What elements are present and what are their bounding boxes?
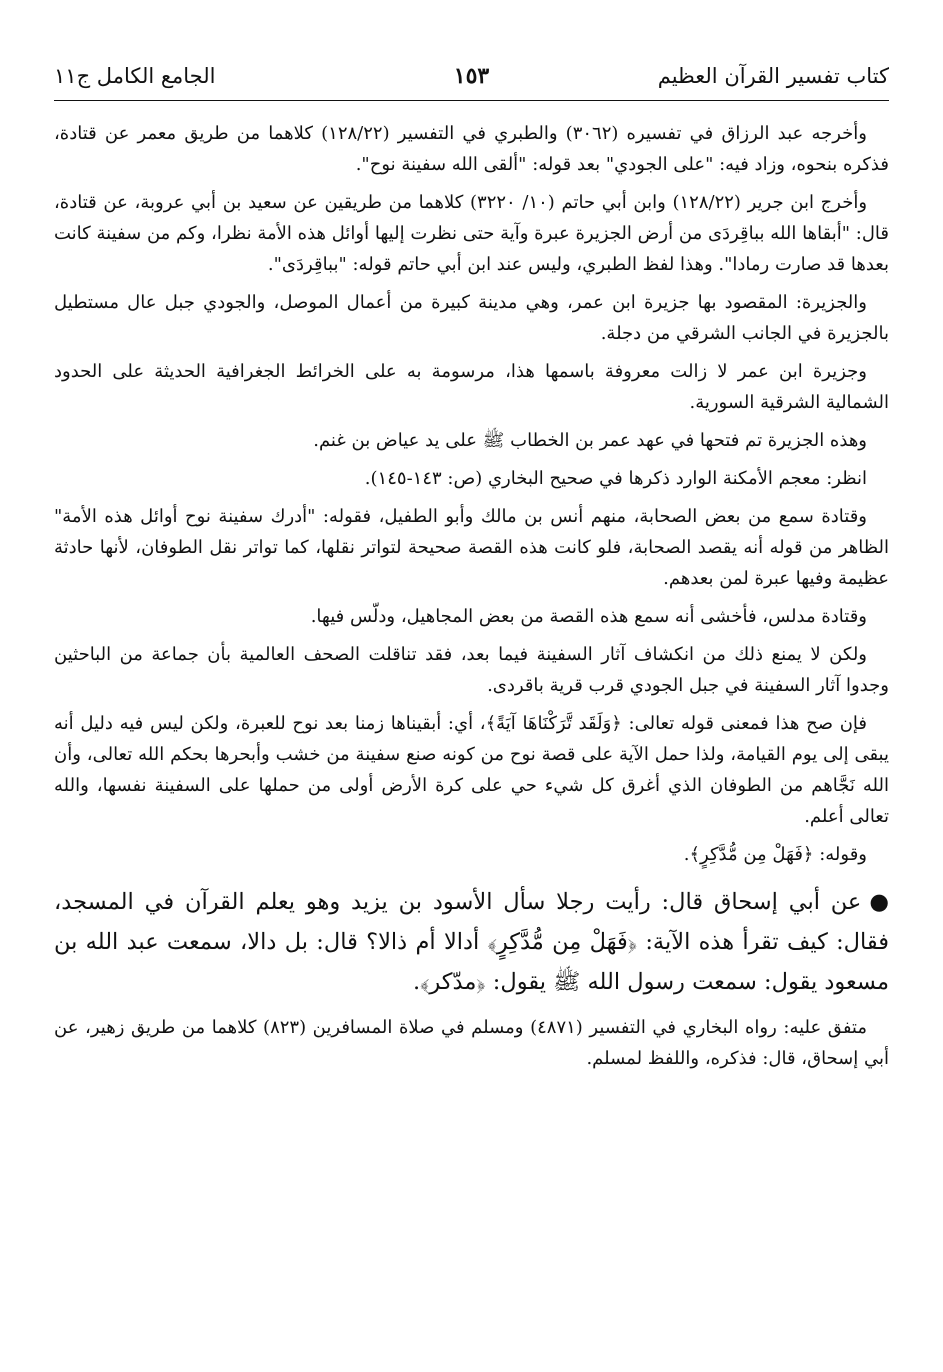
paragraph: وقتادة سمع من بعض الصحابة، منهم أنس بن مالك وأبو الطفيل، فقوله: "أدرك سفينة نوح أوائل هذه الأمة" الظاهر من قوله أنه يقصد الصحابة، فلو كانت هذه القصة صحيحة لتواتر نقلها، كما تواتر نقل الطوفان، لأنها حادثة عظيمة وفيها عبرة لمن بعدهم. (54, 506, 889, 589)
running-header (54, 56, 889, 96)
paragraph: وقتادة مدلس، فأخشى أنه سمع هذه القصة من بعض المجاهيل، ودلّس فيها. (310, 606, 867, 627)
hadith-body: عن أبي إسحاق قال: رأيت رجلا سأل الأسود بن يزيد وهو يعلم القرآن في المسجد، فقال: كيف تقرأ هذه الآية: ﴿فَهَلْ مِن مُّدَّكِرٍ﴾ أدالا أم ذالا؟ قال: بل دالا، سمعت عبد الله بن مسعود يقول: سمعت رسول الله ﷺ يقول: ﴿مدّكر﴾. (54, 889, 889, 995)
paragraph: وهذه الجزيرة تم فتحها في عهد عمر بن الخطاب ﷺ على يد عياض بن غنم. (313, 430, 867, 451)
header-book-title: كتاب تفسير القرآن العظيم (657, 64, 889, 88)
header-rule (54, 100, 889, 101)
takhrij-paragraph: متفق عليه: رواه البخاري في التفسير (٤٨٧١) ومسلم في صلاة المسافرين (٨٢٣) كلاهما من طريق زهير، عن أبي إسحاق، قال: فذكره، واللفظ لمسلم. (54, 1017, 889, 1069)
paragraph: وأخرجه عبد الرزاق في تفسيره (٣٠٦٢) والطبري في التفسير (١٢٨/٢٢) كلاهما من طريق معمر عن قتادة، فذكره بنحوه، وزاد فيه: "على الجودي" بعد قوله: "ألقى الله سفينة نوح". (54, 123, 889, 175)
paragraph: وجزيرة ابن عمر لا زالت معروفة باسمها هذا، مرسومة به على الخرائط الجغرافية الحديثة على الحدود الشمالية الشرقية السورية. (54, 361, 889, 413)
header-volume: الجامع الكامل ج١١ (54, 64, 216, 88)
paragraph: ولكن لا يمنع ذلك من انكشاف آثار السفينة فيما بعد، فقد تناقلت الصحف العالمية بأن جماعة من الباحثين وجدوا آثار السفينة في جبل الجودي قرب قرية باقردى. (54, 644, 889, 696)
hadith-text (54, 882, 889, 1002)
paragraph: والجزيرة: المقصود بها جزيرة ابن عمر، وهي مدينة كبيرة من أعمال الموصل، والجودي جبل عال مستطيل بالجزيرة في الجانب الشرقي من دجلة. (54, 292, 889, 344)
bullet-icon: ● (869, 889, 889, 915)
paragraph: وقوله: ﴿فَهَلْ مِن مُّدَّكِرٍ﴾. (683, 844, 867, 865)
page-body (54, 118, 889, 1081)
paragraph: فإن صح هذا فمعنى قوله تعالى: ﴿وَلَقَد تَّرَكْنَاهَا آيَةً﴾، أي: أبقيناها زمنا بعد نوح للعبرة، ولكن ليس فيه دليل أنه يبقى إلى يوم القيامة، ولذا حمل الآية على قصة نوح من كونه صنع سفينة من خشب وأبحرها بحكم الله تعالى، وأن الله نَجَّاهم من الطوفان الذي أغرق كل شيء حي على كرة الأرض أولى من حملها على السفينة نفسها، والله تعالى أعلم. (54, 713, 890, 827)
paragraph: وأخرج ابن جرير (١٢٨/٢٢) وابن أبي حاتم (١٠/ ٣٢٢٠) كلاهما من طريقين عن سعيد بن أبي عروبة، عن قتادة، قال: "أبقاها الله بباقِردَى من أرض الجزيرة عبرة وآية حتى نظرت إليها أوائل هذه الأمة نظرا، وكم من سفينة كانت بعدها قد صارت رمادا". وهذا لفظ الطبري، وليس عند ابن أبي حاتم قوله: "بباقِردَى". (54, 192, 889, 275)
paragraph: انظر: معجم الأمكنة الوارد ذكرها في صحيح البخاري (ص: ١٤٣-١٤٥). (364, 468, 867, 489)
page-number: ١٥٣ (453, 63, 490, 89)
